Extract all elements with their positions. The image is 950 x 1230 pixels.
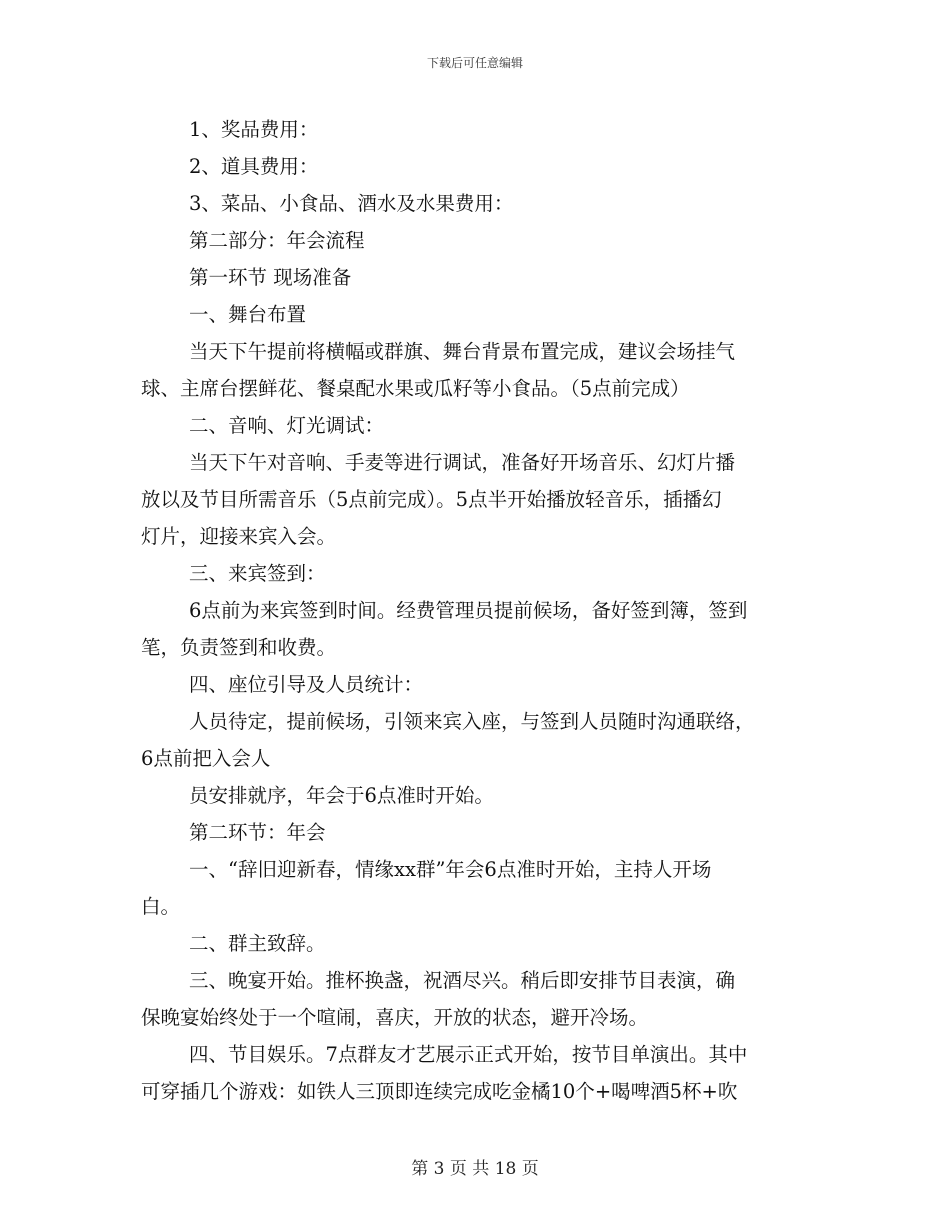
paragraph-line: 可穿插几个游戏：如铁人三顶即连续完成吃金橘10个+喝啤酒5杯+吹	[141, 1080, 738, 1103]
paragraph-line: 二、音响、灯光调试：	[189, 414, 385, 437]
paragraph-line: 三、晚宴开始。推杯换盏，祝酒尽兴。稍后即安排节目表演，确	[189, 969, 736, 992]
paragraph-line: 白。	[141, 895, 181, 918]
paragraph-line: 3、菜品、小食品、酒水及水果费用：	[189, 192, 514, 215]
paragraph-line: 1、奖品费用：	[189, 118, 319, 141]
paragraph-line: 2、道具费用：	[189, 155, 319, 178]
paragraph-line: 第二部分：年会流程	[189, 229, 365, 252]
paragraph-line: 一、“辞旧迎新春，情缘xx群”年会6点准时开始，主持人开场	[189, 858, 712, 881]
paragraph-line: 灯片，迎接来宾入会。	[141, 525, 337, 548]
paragraph-line: 球、主席台摆鲜花、餐桌配水果或瓜籽等小食品。（5点前完成）	[141, 377, 690, 400]
paragraph-line: 放以及节目所需音乐（5点前完成）。5点半开始播放轻音乐，插播幻	[141, 488, 722, 511]
document-body	[141, 111, 811, 1110]
paragraph-line: 当天下午提前将横幅或群旗、舞台背景布置完成，建议会场挂气	[189, 340, 736, 363]
paragraph-line: 当天下午对音响、手麦等进行调试，准备好开场音乐、幻灯片播	[189, 451, 736, 474]
paragraph-line: 人员待定，提前候场，引领来宾入座，与签到人员随时沟通联络，	[189, 710, 755, 733]
page-header: 下载后可任意编辑	[426, 56, 523, 70]
paragraph-line: 员安排就序，年会于6点准时开始。	[189, 784, 494, 807]
paragraph-line: 6点前把入会人	[141, 747, 271, 770]
paragraph-line: 第二环节：年会	[189, 821, 326, 844]
paragraph-line: 一、舞台布置	[189, 303, 307, 326]
paragraph-line: 保晚宴始终处于一个喧闹，喜庆，开放的状态，避开冷场。	[141, 1006, 649, 1029]
paragraph-line: 6点前为来宾签到时间。经费管理员提前候场，备好签到簿，签到	[189, 599, 748, 622]
paragraph-line: 四、节目娱乐。7点群友才艺展示正式开始，按节目单演出。其中	[189, 1043, 748, 1066]
paragraph-line: 四、座位引导及人员统计：	[189, 673, 424, 696]
page-footer: 第 3 页 共 18 页	[411, 1159, 539, 1179]
paragraph-line: 三、来宾签到：	[189, 562, 326, 585]
paragraph-line: 笔，负责签到和收费。	[141, 636, 337, 659]
paragraph-line: 二、群主致辞。	[189, 932, 326, 955]
paragraph-line: 第一环节 现场准备	[189, 266, 352, 289]
